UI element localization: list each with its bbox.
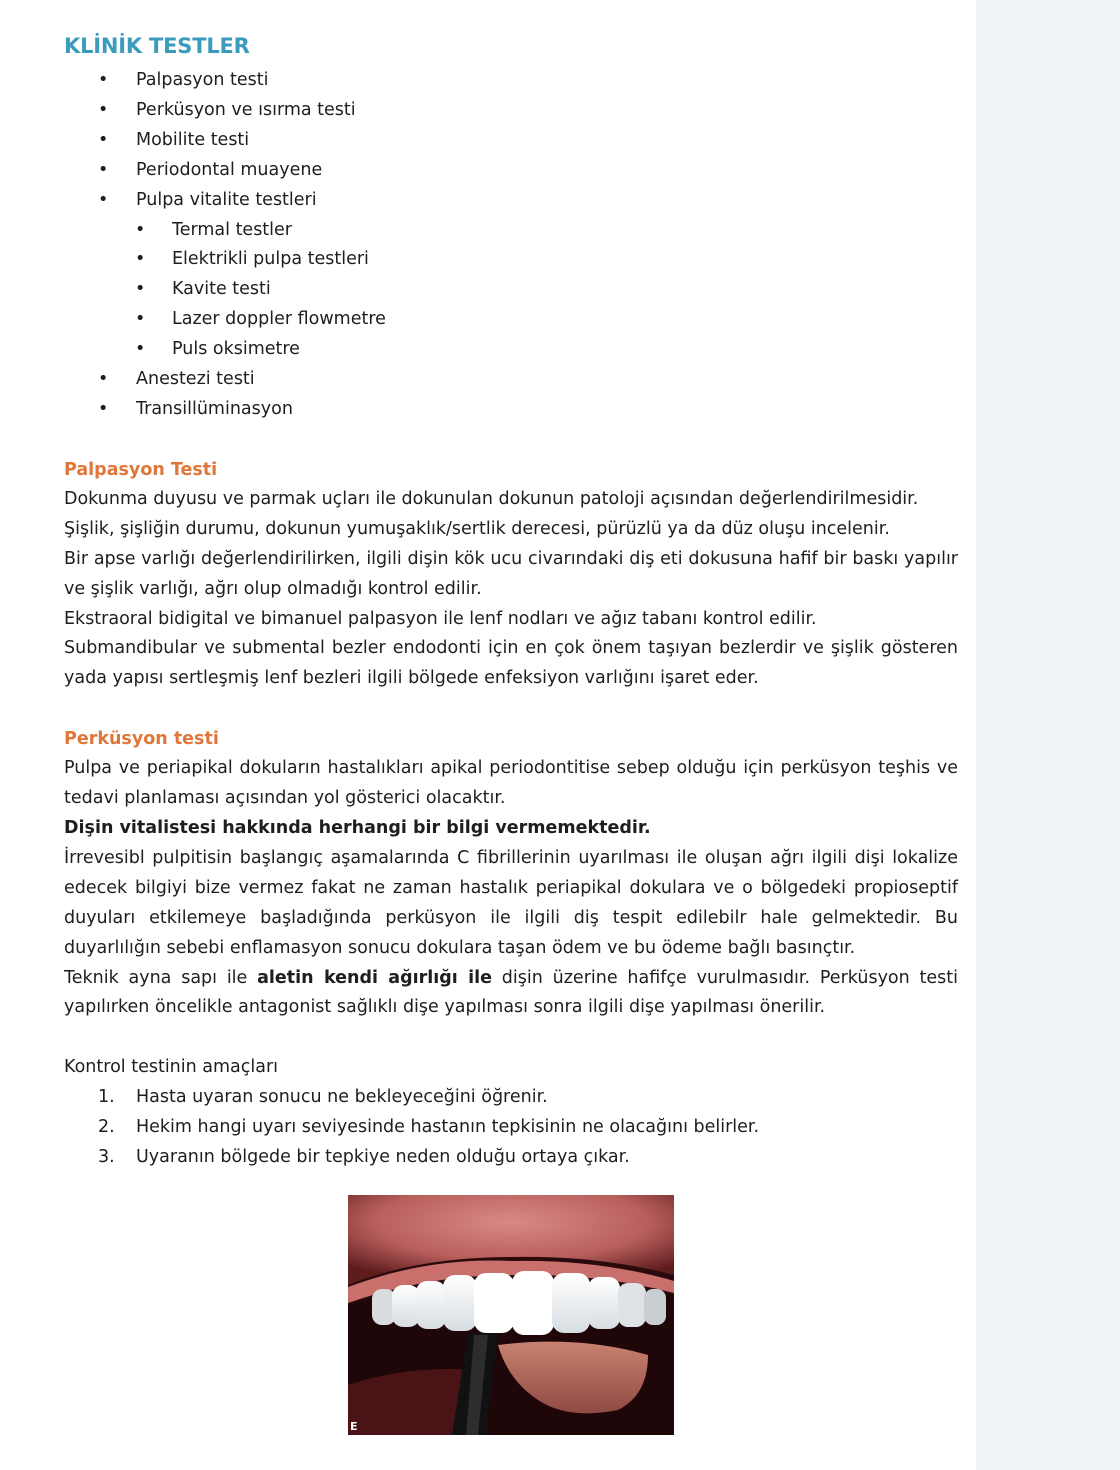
list-number: 3.: [98, 1147, 115, 1168]
bullet-icon: •: [98, 70, 109, 90]
paragraph: Şişlik, şişliğin durumu, dokunun yumuşaklık/sertlik derecesi, pürüzlü ya da düz oluşu incelenir.: [64, 518, 890, 539]
clinical-tests-list-continued: [64, 365, 958, 425]
right-margin-panel: [976, 0, 1120, 1470]
paragraph: Teknik ayna sapı ile aletin kendi ağırlığı ile dişin üzerine hafifçe vurulmasıdır. Perküsyon testi yapılırken öncelikle antagonist sağlıklı dişe yapılması sonra ilgili dişe yapılması önerilir.: [64, 967, 958, 1018]
list-item: • Transillüminasyon: [64, 395, 958, 425]
bullet-icon: •: [135, 309, 146, 330]
figure-label: E: [350, 1420, 358, 1433]
list-number: 1.: [98, 1087, 115, 1108]
list-item: • Termal testler: [64, 216, 958, 246]
paragraph: Submandibular ve submental bezler endodonti için en çok önem taşıyan bezlerdir ve şişlik gösteren yada yapısı sertleşmiş lenf bezleri ilgili bölgede enfeksiyon varlığını işaret eder.: [64, 638, 958, 689]
control-aims-list: [64, 1083, 958, 1173]
clinical-photo: [348, 1195, 674, 1435]
paragraph: Ekstraoral bidigital ve bimanuel palpasyon ile lenf nodları ve ağız tabanı kontrol edilir.: [64, 608, 817, 629]
bullet-icon: •: [98, 189, 109, 210]
list-number: 2.: [98, 1117, 115, 1138]
teeth-photo-illustration: [348, 1195, 674, 1435]
paragraph: Dokunma duyusu ve parmak uçları ile dokunulan dokunun patoloji açısından değerlendirilmesidir.: [64, 488, 919, 509]
clinical-tests-list: [64, 66, 958, 216]
page-title: KLİNİK TESTLER: [64, 34, 250, 58]
vitality-subtests-list: [64, 216, 958, 366]
bullet-icon: •: [135, 249, 146, 270]
bullet-icon: •: [98, 99, 109, 120]
bullet-icon: •: [135, 279, 146, 300]
list-item: • Mobilite testi: [64, 126, 958, 156]
bullet-icon: •: [98, 129, 109, 150]
list-item: • Pulpa vitalite testleri: [64, 186, 958, 216]
control-intro: Kontrol testinin amaçları: [64, 1057, 279, 1078]
bullet-icon: •: [135, 219, 146, 240]
bullet-icon: •: [98, 398, 109, 419]
list-item: • Periodontal muayene: [64, 156, 958, 186]
list-item: 2. Hekim hangi uyarı seviyesinde hastanın tepkisinin ne olacağını belirler.: [64, 1113, 958, 1143]
list-item: • Elektrikli pulpa testleri: [64, 245, 958, 275]
paragraph: İrrevesibl pulpitisin başlangıç aşamalarında C fibrillerinin uyarılması ile oluşan ağrı ilgili dişi lokalize edecek bilgiyi bize vermez fakat ne zaman hastalık periapikal dokulara ve o bölgedeki propioseptif duyuları etkilemeye başladığında perküsyon ile ilgili diş tespit edilebilr hale gelmektedir. Bu duyarlılığın sebebi enflamasyon sonucu dokulara taşan ödem ve bu ödeme bağlı basınçtır.: [64, 847, 958, 958]
list-item: • Palpasyon testi: [64, 66, 958, 96]
bullet-icon: •: [98, 159, 109, 180]
section-title-percussion: Perküsyon testi: [64, 729, 219, 750]
paragraph: Bir apse varlığı değerlendirilirken, ilgili dişin kök ucu civarındaki diş eti dokusuna hafif bir baskı yapılır ve şişlik varlığı, ağrı olup olmadığı kontrol edilir.: [64, 548, 958, 599]
list-item: • Perküsyon ve ısırma testi: [64, 96, 958, 126]
bold-statement: Dişin vitalistesi hakkında herhangi bir bilgi vermemektedir.: [64, 818, 651, 839]
paragraph: Pulpa ve periapikal dokuların hastalıkları apikal periodontitise sebep olduğu için perküsyon teşhis ve tedavi planlaması açısından yol gösterici olacaktır.: [64, 758, 958, 809]
bullet-icon: •: [135, 339, 146, 360]
document-page: [64, 30, 958, 1173]
list-item: 3. Uyaranın bölgede bir tepkiye neden olduğu ortaya çıkar.: [64, 1143, 958, 1173]
list-item: • Anestezi testi: [64, 365, 958, 395]
paragraph-bold: [64, 814, 958, 844]
bullet-icon: •: [98, 369, 109, 390]
list-item: 1. Hasta uyaran sonucu ne bekleyeceğini öğrenir.: [64, 1083, 958, 1113]
list-item: • Lazer doppler flowmetre: [64, 305, 958, 335]
bold-phrase: aletin kendi ağırlığı ile: [257, 967, 492, 988]
list-item: • Kavite testi: [64, 275, 958, 305]
section-title-palpation: Palpasyon Testi: [64, 459, 218, 480]
list-item: • Puls oksimetre: [64, 335, 958, 365]
